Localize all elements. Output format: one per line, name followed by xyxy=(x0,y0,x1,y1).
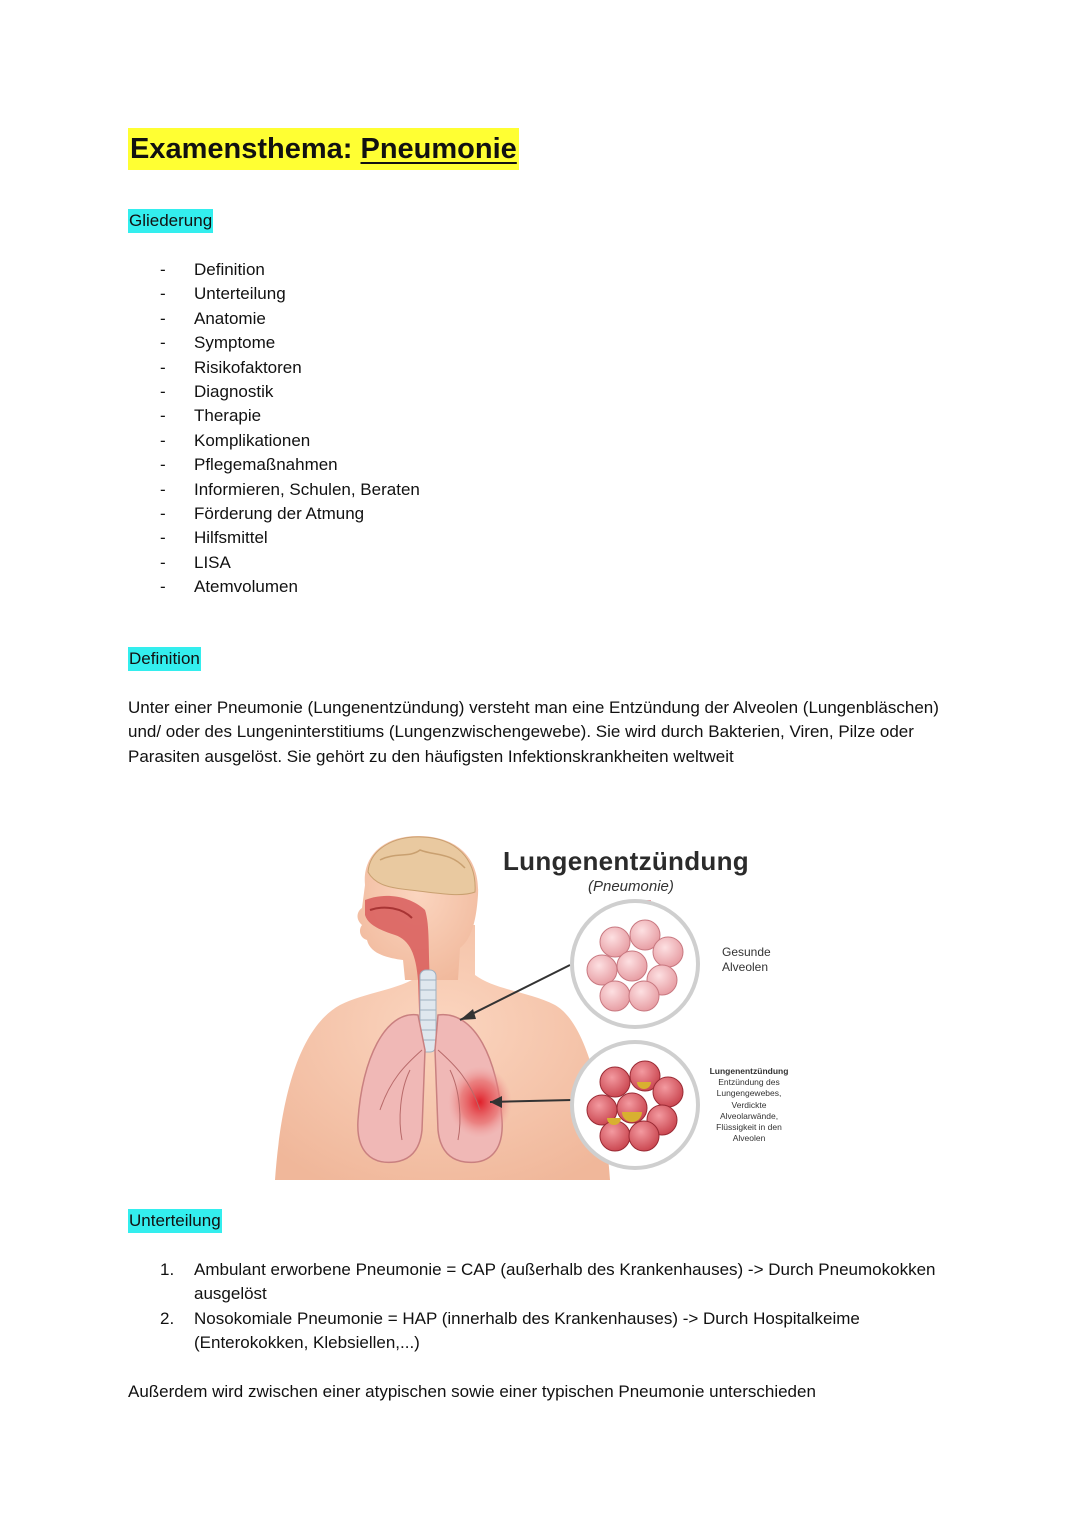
list-item: - Symptome xyxy=(160,331,420,355)
label-inflamed-title: Lungenentzündung xyxy=(709,1066,789,1076)
list-item: - Atemvolumen xyxy=(160,575,420,599)
list-item: - Pflegemaßnahmen xyxy=(160,453,420,477)
list-item xyxy=(160,1307,940,1356)
label-inflamed-alveoli xyxy=(700,1066,798,1144)
label-inflamed-line: Alveolen xyxy=(732,1133,766,1144)
label-inflamed-line: Alveolarwände, xyxy=(719,1110,779,1121)
label-inflamed-line: Flüssigkeit in den xyxy=(716,1122,782,1133)
list-number: 2. xyxy=(160,1308,175,1328)
list-item: - Hilfsmittel xyxy=(160,526,420,550)
list-item: - LISA xyxy=(160,551,420,575)
label-inflamed-line: Verdickte xyxy=(731,1099,767,1110)
page-title xyxy=(128,128,519,170)
list-item: - Förderung der Atmung xyxy=(160,502,420,526)
label-healthy-line: Alveolen xyxy=(722,960,769,974)
label-inflamed-line: Lungengewebes, xyxy=(716,1088,782,1099)
list-item: - Unterteilung xyxy=(160,282,420,306)
title-prefix: Examensthema: xyxy=(130,133,361,165)
list-item xyxy=(160,1258,940,1307)
list-item: - Definition xyxy=(160,258,420,282)
figure-title: Lungenentzündung xyxy=(503,846,749,876)
definition-heading: Definition xyxy=(128,647,201,671)
label-healthy-alveoli xyxy=(722,945,771,975)
gliederung-list xyxy=(160,258,420,599)
list-item: - Anatomie xyxy=(160,307,420,331)
label-healthy-line: Gesunde xyxy=(722,945,771,959)
list-item: - Komplikationen xyxy=(160,429,420,453)
list-item: - Diagnostik xyxy=(160,380,420,404)
list-item: - Therapie xyxy=(160,404,420,428)
list-text: Nosokomiale Pneumonie = HAP (innerhalb des Krankenhauses) -> Durch Hospitalkeime (Enterokokken, Klebsiellen,...) xyxy=(194,1308,860,1353)
list-text: Ambulant erworbene Pneumonie = CAP (außerhalb des Krankenhauses) -> Durch Pneumokokken ausgelöst xyxy=(194,1260,936,1304)
list-item: - Informieren, Schulen, Beraten xyxy=(160,478,420,502)
figure-subtitle: (Pneumonie) xyxy=(588,878,674,895)
label-inflamed-line: Entzündung des xyxy=(718,1077,780,1088)
list-item: - Risikofaktoren xyxy=(160,356,420,380)
title-topic: Pneumonie xyxy=(360,133,517,165)
unterteilung-heading: Unterteilung xyxy=(128,1209,222,1233)
definition-text: Unter einer Pneumonie (Lungenentzündung) versteht man eine Entzündung der Alveolen (Lungenbläschen) und/ oder des Lungeninterstitiums (Lungenzwischengewebe). Sie wird durch Bakterien, Viren, Pilze oder Parasiten ausgelöst. Sie gehört zu den häufigsten Infektionskrankheiten weltweit xyxy=(128,698,939,766)
gliederung-heading: Gliederung xyxy=(128,209,213,233)
unterteilung-closing: Außerdem wird zwischen einer atypischen sowie einer typischen Pneumonie unterschieden xyxy=(128,1382,816,1401)
unterteilung-list xyxy=(160,1258,940,1356)
list-number: 1. xyxy=(160,1260,175,1279)
